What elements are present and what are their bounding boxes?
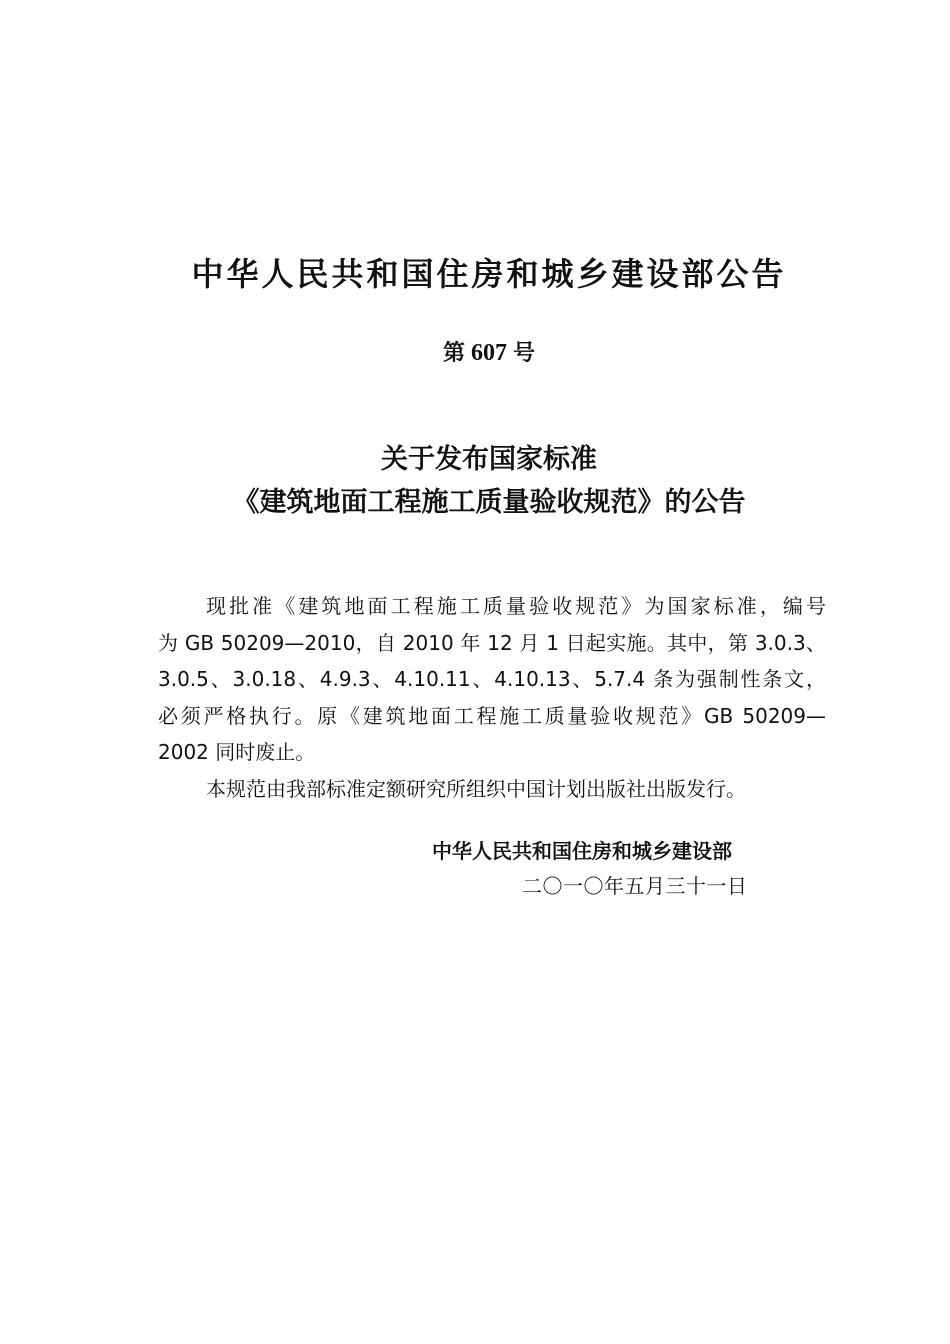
body-paragraph-1-line: 现批准《建筑地面工程施工质量验收规范》为国家标准，编号 <box>206 594 826 618</box>
announcement-subtitle-line-1: 关于发布国家标准 <box>381 444 597 475</box>
signature-organization: 中华人民共和国住房和城乡建设部 <box>432 839 732 863</box>
body-paragraph-2: 本规范由我部标准定额研究所组织中国计划出版社出版发行。 <box>206 776 746 801</box>
announcement-subtitle-line-2: 《建筑地面工程施工质量验收规范》的公告 <box>232 487 746 518</box>
announcement-number-suffix: 号 <box>513 341 536 366</box>
body-paragraph-1-line: 为 GB 50209—2010，自 2010 年 12 月 1 日起实施。其中，第 3.0.3、 <box>158 630 826 655</box>
body-paragraph-1-line: 必须严格执行。原《建筑地面工程施工质量验收规范》GB 50209— <box>158 703 826 728</box>
announcement-number-prefix: 第 <box>442 341 465 366</box>
body-paragraph-1-line: 2002 同时废止。 <box>158 740 316 764</box>
announcement-agency-title: 中华人民共和国住房和城乡建设部公告 <box>191 255 787 293</box>
body-paragraph-1-line: 3.0.5、3.0.18、4.9.3、4.10.11、4.10.13、5.7.4 条为强制性条文， <box>158 667 826 691</box>
signature-date: 二〇一〇年五月三十一日 <box>522 874 748 898</box>
announcement-body <box>158 588 826 807</box>
announcement-number <box>14 336 950 371</box>
announcement-number-value: 607 <box>471 340 507 366</box>
